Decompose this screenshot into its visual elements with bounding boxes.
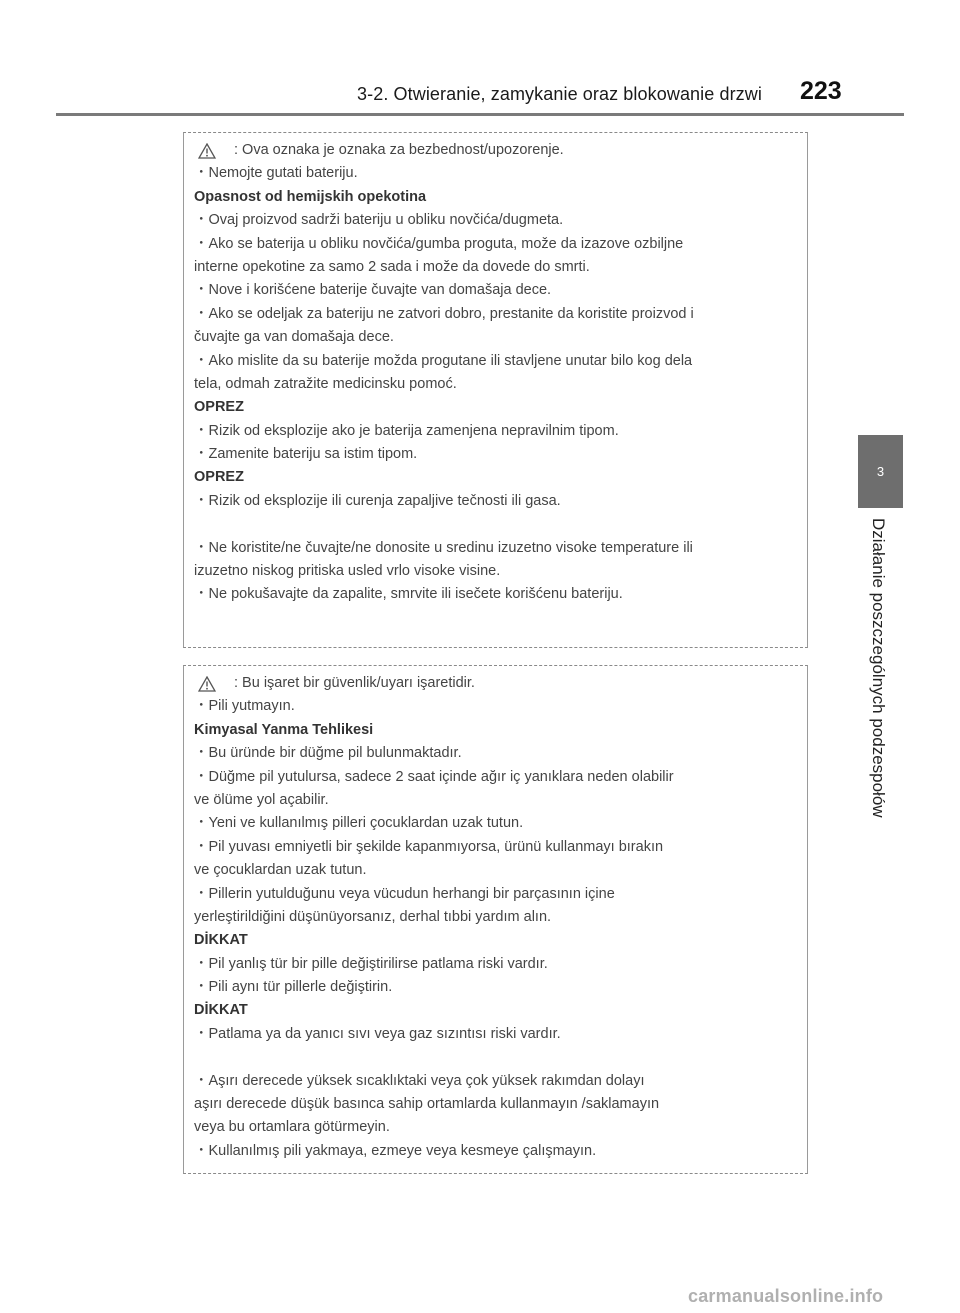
turkish-warning-box <box>183 665 808 1174</box>
text-line: ・Ako se baterija u obliku novčića/gumba proguta, može da izazove ozbiljne <box>194 235 684 252</box>
text-line: ・Ovaj proizvod sadrži bateriju u obliku novčića/dugmeta. <box>194 212 564 229</box>
section-heading: Opasnost od hemijskih opekotina <box>194 188 427 205</box>
text-line: ve çocuklardan uzak tutun. <box>194 862 367 879</box>
text-line: ・Düğme pil yutulursa, sadece 2 saat içinde ağır iç yanıklara neden olabilir <box>194 768 674 785</box>
section-title: 3-2. Otwieranie, zamykanie oraz blokowanie drzwi <box>357 84 762 104</box>
serbian-text-lines <box>194 162 797 606</box>
text-line: ・Kullanılmış pili yakmaya, ezmeye veya kesmeye çalışmayın. <box>194 1142 597 1159</box>
warning-heading <box>194 139 797 162</box>
text-line: interne opekotine za samo 2 sada i može da dovede do smrti. <box>194 258 590 275</box>
text-line: ・Pil yanlış tür bir pille değiştirilirse patlama riski vardır. <box>194 955 548 972</box>
text-line: ・Bu üründe bir düğme pil bulunmaktadır. <box>194 745 462 762</box>
warning-label: : Bu işaret bir güvenlik/uyarı işaretidir. <box>234 675 475 691</box>
section-heading: OPREZ <box>194 469 244 486</box>
text-line: ・Rizik od eksplozije ako je baterija zamenjena nepravilnim tipom. <box>194 422 619 439</box>
text-line: ・Ako mislite da su baterije možda progutane ili stavljene unutar bilo kog dela <box>194 352 693 369</box>
text-line: aşırı derecede düşük basınca sahip ortamlarda kullanmayın /saklamayın <box>194 1096 660 1113</box>
text-line: ve ölüme yol açabilir. <box>194 791 329 808</box>
serbian-warning-box <box>183 132 808 648</box>
warning-heading <box>194 672 797 695</box>
text-line: ・Nove i korišćene baterije čuvajte van domašaja dece. <box>194 282 552 299</box>
text-line: ・Aşırı derecede yüksek sıcaklıktaki veya çok yüksek rakımdan dolayı <box>194 1072 645 1089</box>
page-number: 223 <box>800 77 842 105</box>
section-heading: OPREZ <box>194 399 244 416</box>
text-line: ・Zamenite bateriju sa istim tipom. <box>194 446 418 463</box>
text-line: ・Nemojte gutati bateriju. <box>194 165 358 182</box>
text-line <box>194 1046 797 1069</box>
warning-triangle-icon <box>198 676 216 692</box>
text-line: ・Pili aynı tür pillerle değiştirin. <box>194 979 393 996</box>
section-heading: Kimyasal Yanma Tehlikesi <box>194 721 374 738</box>
section-heading: DİKKAT <box>194 1002 248 1019</box>
text-line: ・Ako se odeljak za bateriju ne zatvori dobro, prestanite da koristite proizvod i <box>194 305 694 322</box>
text-line: ・Rizik od eksplozije ili curenja zapaljive tečnosti ili gasa. <box>194 492 561 509</box>
turkish-text-lines <box>194 695 797 1163</box>
chapter-number: 3 <box>876 464 885 479</box>
chapter-title: Działanie poszczególnych podzespołów <box>869 518 888 818</box>
text-line: ・Patlama ya da yanıcı sıvı veya gaz sızıntısı riski vardır. <box>194 1025 561 1042</box>
text-line: ・Ne koristite/ne čuvajte/ne donosite u sredinu izuzetno visoke temperature ili <box>194 539 693 556</box>
text-line: ・Pillerin yutulduğunu veya vücudun herhangi bir parçasının içine <box>194 885 615 902</box>
header-divider <box>56 113 904 116</box>
text-line: čuvajte ga van domašaja dece. <box>194 329 394 346</box>
text-line: ・Pil yuvası emniyetli bir şekilde kapanmıyorsa, ürünü kullanmayı bırakın <box>194 838 664 855</box>
text-line: ・Pili yutmayın. <box>194 698 295 715</box>
warning-label: : Ova oznaka je oznaka za bezbednost/upozorenje. <box>234 142 564 158</box>
text-line: izuzetno niskog pritiska usled vrlo visoke visine. <box>194 563 501 580</box>
section-heading: DİKKAT <box>194 932 248 949</box>
text-line: tela, odmah zatražite medicinsku pomoć. <box>194 375 457 392</box>
text-line <box>194 513 797 536</box>
text-line: yerleştirildiğini düşünüyorsanız, derhal tıbbi yardım alın. <box>194 908 552 925</box>
text-line: ・Yeni ve kullanılmış pilleri çocuklardan uzak tutun. <box>194 815 524 832</box>
text-line: ・Ne pokušavajte da zapalite, smrvite ili isečete korišćenu bateriju. <box>194 586 623 603</box>
warning-triangle-icon <box>198 143 216 159</box>
chapter-tab[interactable] <box>858 435 903 508</box>
watermark: carmanualsonline.info <box>688 1286 884 1306</box>
text-line: veya bu ortamlara götürmeyin. <box>194 1119 390 1136</box>
